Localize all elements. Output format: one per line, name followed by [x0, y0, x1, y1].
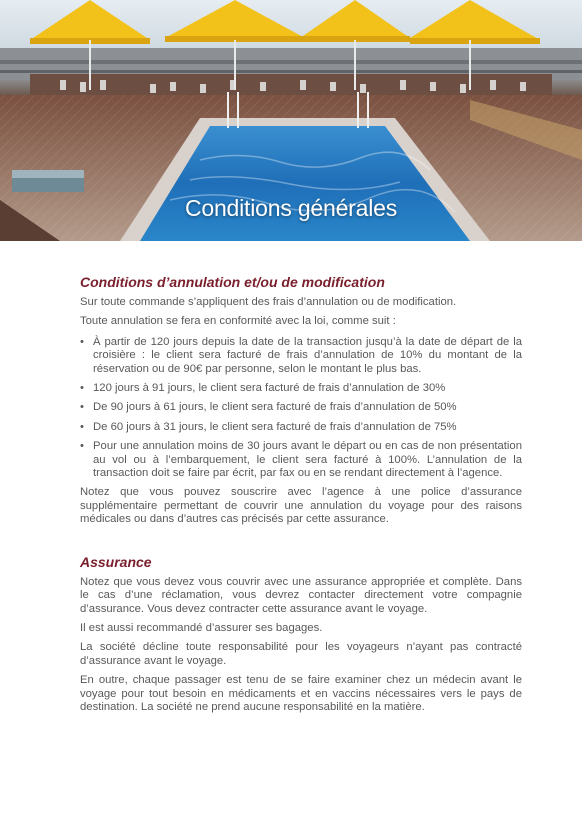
list-item	[80, 440, 522, 480]
bullet-icon: •	[80, 420, 84, 433]
page-title: Conditions générales	[184, 195, 398, 221]
main-content	[80, 274, 522, 714]
list-item	[80, 421, 522, 434]
paragraph-insurance-note: Notez que vous pouvez souscrire avec l’agence à une police d’assurance supplémentaire permettant de couvrir une annulation du voyage pour des raisons médicales ou dans d’autres cas précisés par cette assurance.	[80, 486, 522, 526]
list-item-text: De 90 jours à 61 jours, le client sera facturé de frais d’annulation de 50%	[93, 401, 457, 414]
hero-banner	[0, 0, 582, 241]
paragraph-luggage: Il est aussi recommandé d’assurer ses bagages.	[80, 621, 323, 634]
paragraph-medical: En outre, chaque passager est tenu de se faire examiner chez un médecin avant le voyage pour tout besoin en médicaments et en vaccins nécessaires vers le pays de destination. La société ne prend aucune responsabilité en la matière.	[80, 674, 522, 713]
bullet-icon: •	[80, 382, 84, 395]
bullet-icon: •	[80, 440, 84, 453]
list-item-text: 120 jours à 91 jours, le client sera facturé de frais d’annulation de 30%	[93, 382, 446, 395]
list-item-text: De 60 jours à 31 jours, le client sera facturé de frais d’annulation de 75%	[93, 420, 457, 433]
bullet-icon: •	[80, 335, 84, 348]
list-item	[80, 401, 522, 414]
cancellation-fee-list	[80, 336, 522, 481]
list-item	[80, 382, 522, 395]
list-item-text: Pour une annulation moins de 30 jours avant le départ ou en cas de non présentation au vol ou à l’embarquement, le client sera facturé à 100%. L’annulation de la transaction doit se faire par écrit, par fax ou en se rendant directement à l’agence.	[93, 440, 522, 480]
section-heading-cancellation: Conditions d’annulation et/ou de modification	[80, 274, 385, 290]
paragraph-liability: La société décline toute responsabilité pour les voyageurs n’ayant pas contracté d’assurance avant le voyage.	[80, 641, 522, 667]
list-item-text: À partir de 120 jours depuis la date de la transaction jusqu’à la date de départ de la croisière : le client sera facturé de frais d’annulation de 10% du montant de la réservation ou de 90€ par personne, selon le montant le plus bas.	[93, 335, 522, 375]
bullet-icon: •	[80, 401, 84, 414]
section-heading-insurance: Assurance	[80, 553, 152, 570]
insurance-section	[80, 554, 522, 715]
paragraph-intro-law: Toute annulation se fera en conformité avec la loi, comme suit :	[80, 315, 396, 328]
paragraph-intro-fees: Sur toute commande s’appliquent des frais d’annulation ou de modification.	[80, 296, 457, 308]
list-item	[80, 336, 522, 376]
paragraph-insurance-coverage: Notez que vous devez vous couvrir avec une assurance appropriée et complète. Dans le cas d’une réclamation, vous devrez contacter directement votre compagnie d’assurance. Vous devez contracter cette assurance avant le voyage.	[80, 575, 522, 615]
cancellation-section	[80, 274, 522, 527]
